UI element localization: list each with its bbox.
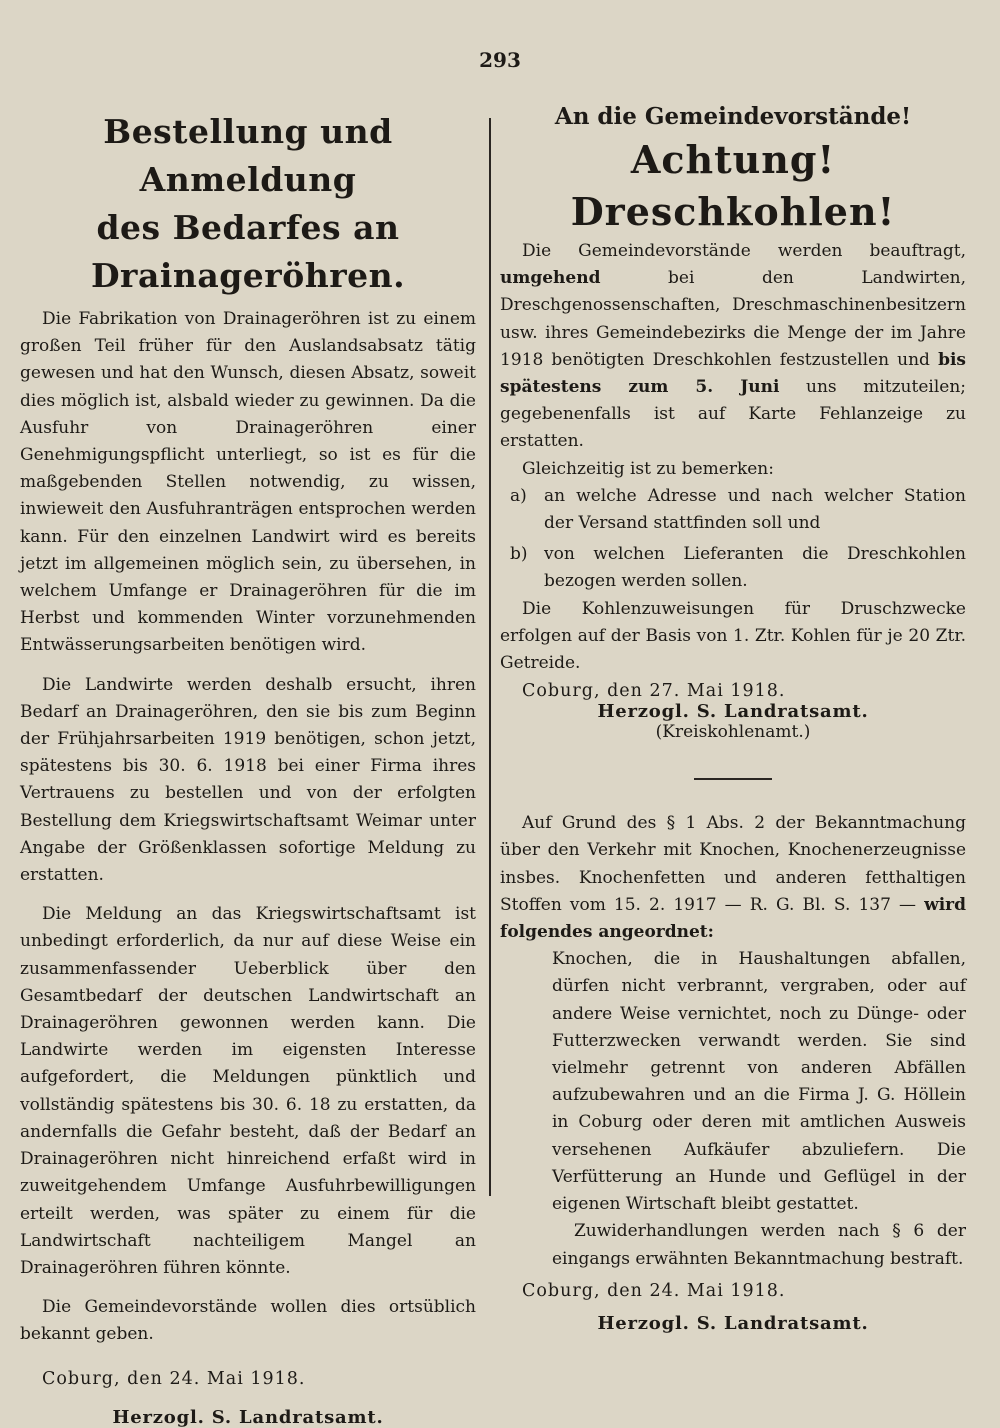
right-paragraph-5: Knochen, die in Haushaltungen abfallen, dürfen nicht verbrannt, vergraben, oder auf andere Weise vernichtet, noch zu Dünge- oder Futterzwecken verwandt werden. Sie sind vielmehr getrennt von anderen Abfällen aufzubewahren und an die Firma J. G. Höllein in Coburg oder deren mit amtlichen Ausweis versehenen Aufkäufer abzuliefern. Die Verfütterung an Hunde und Geflügel in der eigenen Wirtschaft bleibt gestattet. — [552, 949, 966, 1215]
right-p1-a: Die Gemeindevorstände werden beauftragt, — [522, 241, 966, 261]
right-p1-b: bei den Landwirten, Dreschgenossenschaften, Dreschmaschinenbesitzern usw. ihres Gemeindebezirks die Menge der im Jahre 1918 benötigten Dreschkohlen festzustellen und — [500, 268, 966, 370]
left-title-line1: Bestellung und Anmeldung — [103, 112, 393, 199]
page-number: 293 — [479, 48, 521, 72]
right-paragraph-4 — [500, 810, 966, 946]
left-sign-place: Coburg, den 24. Mai 1918. — [42, 1368, 306, 1389]
right-p1-bold-deadline: bis spätestens zum 5. Juni — [500, 349, 966, 398]
left-paragraph-4: Die Gemeindevorstände wollen dies ortsüblich bekannt geben. — [20, 1297, 476, 1345]
list-item-a — [500, 483, 966, 537]
right-paragraph-2: Gleichzeitig ist zu bemerken: — [522, 458, 774, 479]
left-paragraph-1: Die Fabrikation von Drainageröhren ist zu einem großen Teil früher für den Auslandsabsatz tätig gewesen und hat den Wunsch, diesen Absatz, soweit dies möglich ist, alsbald wieder zu gewinnen. Da die Ausfuhr von Drainageröhren einer Genehmigungspflicht unterliegt, so ist es für die maßgebenden Stellen notwendig, zu wissen, inwieweit den Ausfuhranträgen entsprochen werden kann. Für den einzelnen Landwirt wird es bereits jetzt im allgemeinen möglich sein, zu übersehen, in welchem Umfange er Drainageröhren für die im Herbst und kommenden Winter vorzunehmenden Entwässerungsarbeiten benötigen wird. — [20, 309, 476, 656]
left-title — [20, 108, 476, 300]
right-sign2-place: Coburg, den 24. Mai 1918. — [522, 1280, 786, 1301]
list-item-a-text: an welche Adresse und nach welcher Station der Versand stattfinden soll und — [544, 485, 966, 534]
list-item-b-text: von welchen Lieferanten die Dreschkohlen bezogen werden sollen. — [544, 544, 966, 592]
right-paragraph-6: Zuwiderhandlungen werden nach § 6 der eingangs erwähnten Bekanntmachung bestraft. — [552, 1221, 966, 1269]
left-column — [20, 100, 476, 1428]
right-paragraph-3: Die Kohlenzuweisungen für Druschzwecke erfolgen auf der Basis von 1. Ztr. Kohlen für je 20 Ztr. Getreide. — [500, 598, 966, 674]
column-divider — [489, 118, 491, 1196]
right-sign1-office: Herzogl. S. Landratsamt. — [597, 701, 869, 723]
right-p4-bold: wird folgendes angeordnet: — [500, 894, 967, 943]
right-sign1-sub: (Kreiskohlenamt.) — [655, 722, 811, 743]
right-p4-a: Auf Grund des § 1 Abs. 2 der Bekanntmachung über den Verkehr mit Knochen, Knochenerzeugnisse insbes. Knochenfetten und anderen fetthaltigen Stoffen vom 15. 2. 1917 — R. G. Bl. S. 137 — — [500, 813, 966, 915]
right-sign1-place: Coburg, den 27. Mai 1918. — [522, 681, 786, 702]
right-title-line1: An die Gemeindevorstände! — [554, 103, 912, 130]
list-item-a-label: a) — [510, 485, 527, 506]
right-title-line2: Achtung! Dreschkohlen! — [570, 137, 896, 234]
right-paragraph-1 — [500, 238, 966, 456]
left-paragraph-2: Die Landwirte werden deshalb ersucht, ihren Bedarf an Drainageröhren, den sie bis zum Beginn der Frühjahrsarbeiten 1919 benötigen, schon jetzt, spätestens bis 30. 6. 1918 bei einer Firma ihres Vertrauens zu bestellen und von der erfolgten Bestellung dem Kriegswirtschaftsamt Weimar unter Angabe der Größenklassen sofortige Meldung zu erstatten. — [20, 674, 476, 886]
left-title-line2: des Bedarfes an Drainageröhren. — [90, 208, 406, 295]
right-column — [500, 100, 966, 1334]
left-sign-office: Herzogl. S. Landratsamt. — [112, 1406, 384, 1428]
right-sign2-office: Herzogl. S. Landratsamt. — [597, 1312, 869, 1334]
left-paragraph-3: Die Meldung an das Kriegswirtschaftsamt ist unbedingt erforderlich, da nur auf diese Weise ein zusammenfassender Ueberblick über den Gesamtbedarf der deutschen Landwirtschaft an Drainageröhren gewonnen werden kann. Die Landwirte werden im eigensten Interesse aufgefordert, die Meldungen pünktlich und vollständig spätestens bis 30. 6. 18 zu erstatten, da andernfalls die Gefahr besteht, daß der Bedarf an Drainageröhren nicht hinreichend erfaßt wird in zuweitgehendem Umfange Ausfuhrbewilligungen erteilt werden, was später zu einem für die Landwirtschaft nachteiligem Mangel an Drainageröhren führen könnte. — [20, 904, 476, 1278]
right-p1-bold-umgehend: umgehend — [500, 268, 601, 289]
list-item-b-label: b) — [510, 544, 528, 565]
list-item-b — [500, 541, 966, 595]
right-p1-c: uns mitzuteilen; gegebenenfalls ist auf Karte Fehlanzeige zu erstatten. — [500, 377, 966, 452]
